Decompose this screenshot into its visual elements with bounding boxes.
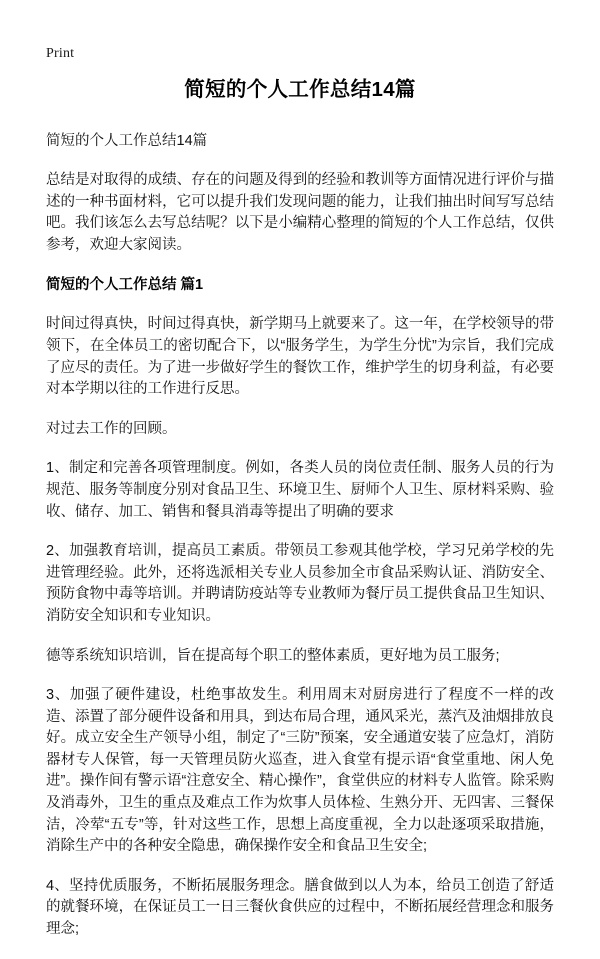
body-paragraph: 4、坚持优质服务，不断拓展服务理念。膳食做到以人为本，给员工创造了舒适的就餐环境，在保证员工一日三餐伙食供应的过程中，不断拓展经营理念和服务理念; xyxy=(46,877,554,938)
print-label: Print xyxy=(46,46,75,61)
body-paragraph: 德等系统知识培训，旨在提高每个职工的整体素质，更好地为员工服务; xyxy=(46,647,500,664)
section-heading: 简短的个人工作总结 篇1 xyxy=(46,277,204,294)
document-subtitle: 简短的个人工作总结14篇 xyxy=(46,133,208,149)
body-paragraph: 3、加强了硬件建设，杜绝事故发生。利用周末对厨房进行了程度不一样的改造、添置了部分硬件设备和用具，到达布局合理，通风采光，蒸汽及油烟排放良好。成立安全生产领导小组，制定了“三防”预案，安全通道安装了应急灯，消防器材专人保管，每一天管理员防火巡查，进入食堂有提示语“食堂重地、闲人免进”。操作间有警示语“注意安全、精心操作”，食堂供应的材料专人监管。除采购及消毒外，卫生的重点及难点工作为炊事人员体检、生熟分开、无四害、三餐保洁，冷荤“五专”等，针对这些工作，思想上高度重视，全力以赴逐项采取措施，消除生产中的各种安全隐患，确保操作安全和食品卫生安全; xyxy=(46,687,554,855)
body-paragraph: 对过去工作的回顾。 xyxy=(46,420,177,437)
body-paragraph: 1、制定和完善各项管理制度。例如，各类人员的岗位责任制、服务人员的行为规范、服务等制度分别对食品卫生、环境卫生、厨师个人卫生、原材料采购、验收、储存、加工、销售和餐具消毒等提出了明确的要求 xyxy=(46,460,554,520)
page-title: 简短的个人工作总结14篇 xyxy=(184,78,416,101)
intro-paragraph: 总结是对取得的成绩、存在的问题及得到的经验和教训等方面情况进行评价与描述的一种书面材料，它可以提升我们发现问题的能力，让我们抽出时间写写总结吧。我们该怎么去写总结呢？以下是小编精心整理的简短的个人工作总结，仅供参考，欢迎大家阅读。 xyxy=(46,172,554,253)
document-content xyxy=(46,76,554,959)
body-paragraph: 时间过得真快，时间过得真快，新学期马上就要来了。这一年，在学校领导的带领下，在全体员工的密切配合下，以“服务学生，为学生分忧”为宗旨，我们完成了应尽的责任。为了进一步做好学生的餐饮工作，维护学生的切身利益，有必要对本学期以往的工作进行反思。 xyxy=(46,316,554,398)
body-paragraph: 2、加强教育培训，提高员工素质。带领员工参观其他学校，学习兄弟学校的先进管理经验。此外，还将选派相关专业人员参加全市食品采购认证、消防安全、预防食物中毒等培训。并聘请防疫站等专业教师为餐厅员工提供食品卫生知识、消防安全知识和专业知识。 xyxy=(46,543,554,624)
